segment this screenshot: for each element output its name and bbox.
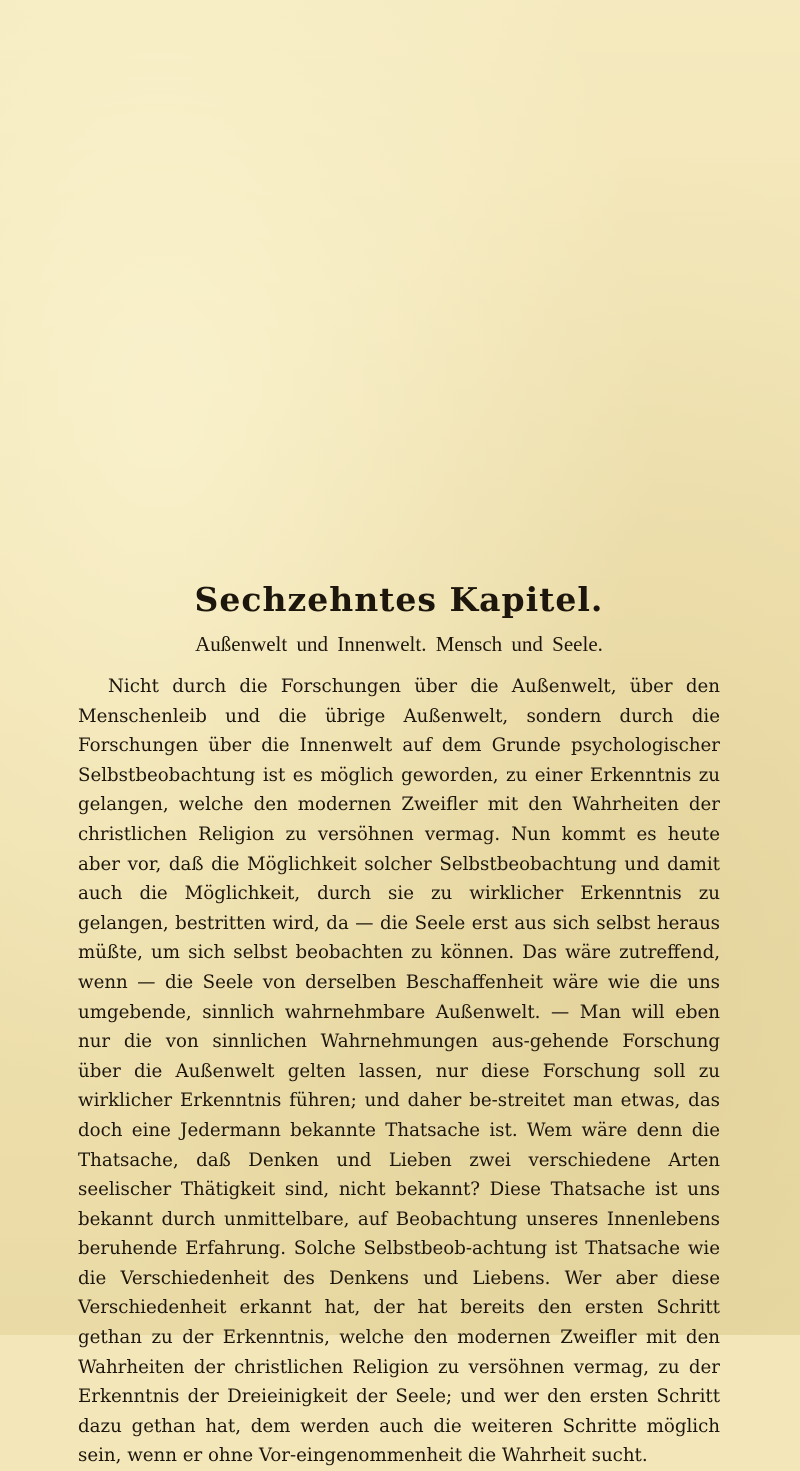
- chapter-content: [78, 580, 720, 1471]
- chapter-subtitle: Außenwelt und Innenwelt. Mensch und Seele.: [195, 632, 603, 656]
- body-paragraph: Nicht durch die Forschungen über die Außenwelt, über den Menschenleib und die übrige Außenwelt, sondern durch die Forschungen über die Innenwelt auf dem Grunde psychologischer Selbstbeobachtung ist es möglich geworden, zu einer Erkenntnis zu gelangen, welche den modernen Zweifler mit den Wahrheiten der christlichen Religion zu versöhnen vermag. Nun kommt es heute aber vor, daß die Möglichkeit solcher Selbstbeobachtung und damit auch die Möglichkeit, durch sie zu wirklicher Erkenntnis zu gelangen, bestritten wird, da — die Seele erst aus sich selbst heraus müßte, um sich selbst beobachten zu können. Das wäre zutreffend, wenn — die Seele von derselben Beschaffenheit wäre wie die uns umgebende, sinnlich wahrnehmbare Außenwelt. — Man will eben nur die von sinnlichen Wahrnehmungen aus-gehende Forschung über die Außenwelt gelten lassen, nur diese Forschung soll zu wirklicher Erkenntnis führen; und daher be-streitet man etwas, das doch eine Jedermann bekannte Thatsache ist. Wem wäre denn die Thatsache, daß Denken und Lieben zwei verschiedene Arten seelischer Thätigkeit sind, nicht bekannt? Diese Thatsache ist uns bekannt durch unmittelbare, auf Beobachtung unseres Innenlebens beruhende Erfahrung. Solche Selbstbeob-achtung ist Thatsache wie die Verschiedenheit des Denkens und Liebens. Wer aber diese Verschiedenheit erkannt hat, der hat bereits den ersten Schritt gethan zu der Erkenntnis, welche den modernen Zweifler mit den Wahrheiten der christlichen Religion zu versöhnen vermag, zu der Erkenntnis der Dreieinigkeit der Seele; und wer den ersten Schritt dazu gethan hat, dem werden auch die weiteren Schritte möglich sein, wenn er ohne Vor-eingenommenheit die Wahrheit sucht.: [78, 676, 720, 1467]
- chapter-title: Sechzehntes Kapitel.: [194, 580, 604, 619]
